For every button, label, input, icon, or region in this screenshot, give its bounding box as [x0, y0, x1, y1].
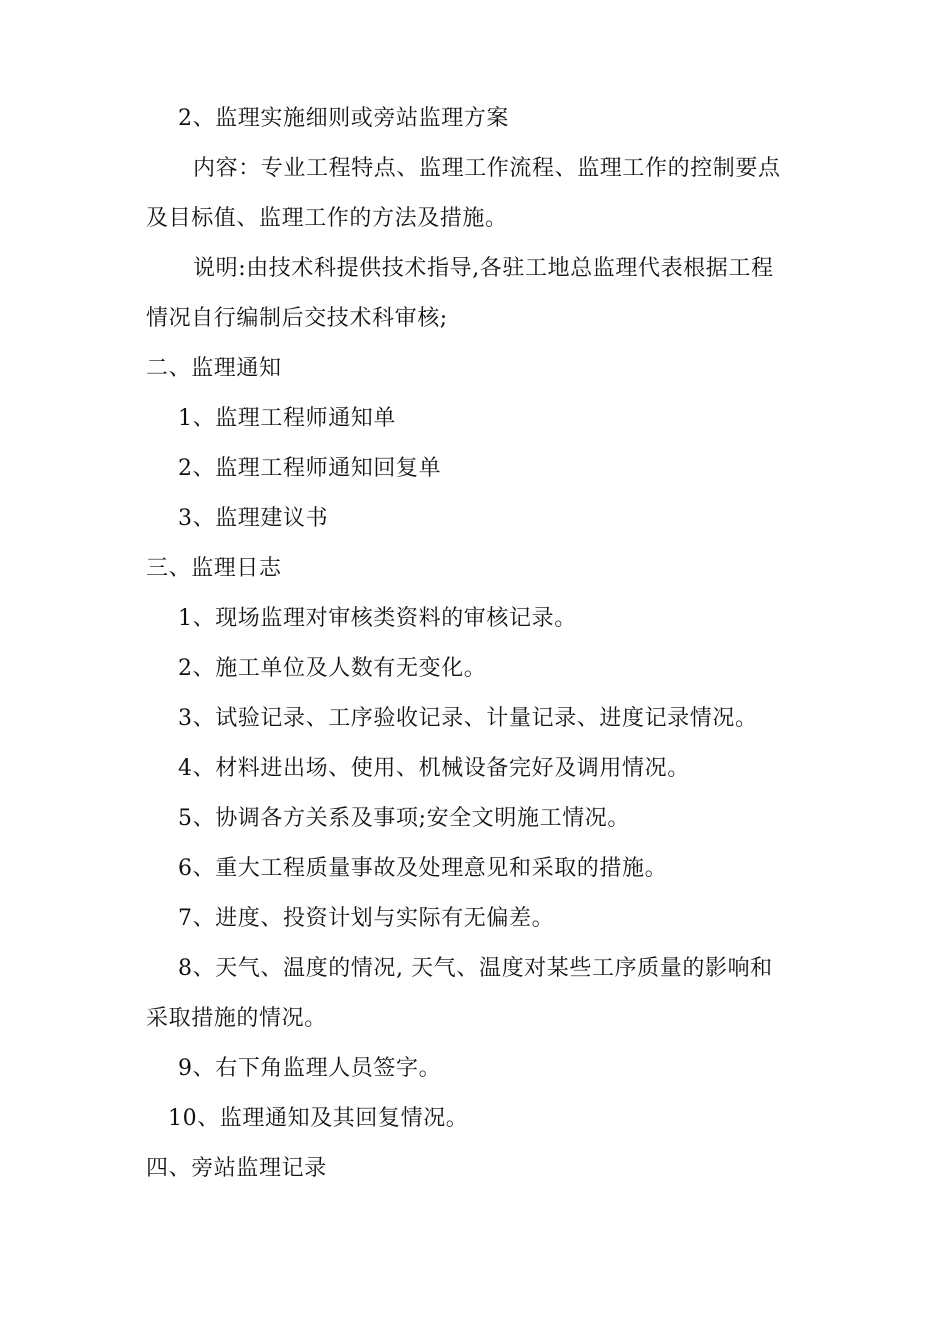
paragraph-content-cont: 及目标值、监理工作的方法及措施。 [146, 206, 508, 231]
paragraph-note-cont: 情况自行编制后交技术科审核; [146, 306, 448, 331]
list-item: 2、施工单位及人数有无变化。 [178, 656, 487, 681]
section-heading-notice: 二、监理通知 [146, 356, 282, 381]
list-item: 1、现场监理对审核类资料的审核记录。 [178, 606, 577, 631]
list-item: 3、试验记录、工序验收记录、计量记录、进度记录情况。 [178, 706, 758, 731]
list-item: 7、进度、投资计划与实际有无偏差。 [178, 906, 555, 931]
list-item: 1、监理工程师通知单 [178, 406, 396, 431]
list-item-cont: 采取措施的情况。 [146, 1006, 327, 1031]
list-item: 4、材料进出场、使用、机械设备完好及调用情况。 [178, 756, 690, 781]
list-item: 8、天气、温度的情况, 天气、温度对某些工序质量的影响和 [178, 956, 773, 981]
list-item: 9、右下角监理人员签字。 [178, 1056, 442, 1081]
section-heading-side-station: 四、旁站监理记录 [146, 1156, 327, 1181]
list-item: 6、重大工程质量事故及处理意见和采取的措施。 [178, 856, 668, 881]
list-item: 5、协调各方关系及事项;安全文明施工情况。 [178, 806, 631, 831]
item-supervision-rules: 2、监理实施细则或旁站监理方案 [178, 106, 509, 131]
section-heading-log: 三、监理日志 [146, 556, 282, 581]
paragraph-content: 内容：专业工程特点、监理工作流程、监理工作的控制要点 [193, 156, 781, 181]
list-item: 10、监理通知及其回复情况。 [168, 1106, 469, 1131]
paragraph-note: 说明:由技术科提供技术指导,各驻工地总监理代表根据工程 [193, 256, 774, 281]
list-item: 2、监理工程师通知回复单 [178, 456, 442, 481]
list-item: 3、监理建议书 [178, 506, 329, 531]
